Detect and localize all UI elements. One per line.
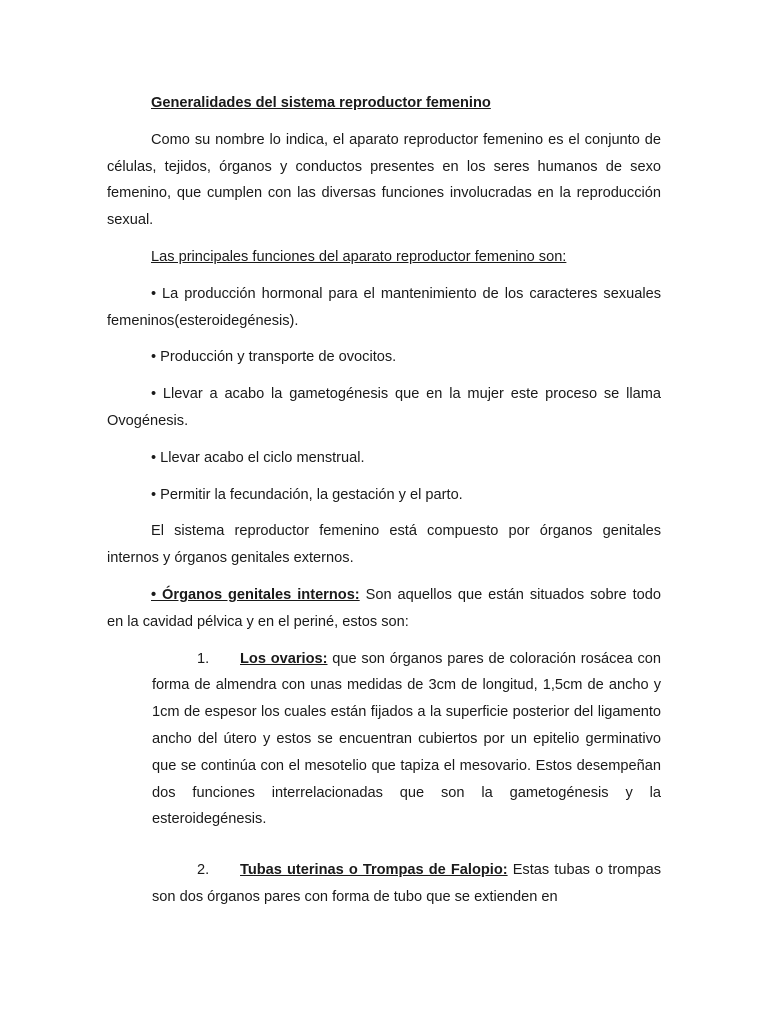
organ-description: que son órganos pares de coloración rosácea con forma de almendra con unas medidas de 3cm de longitud, 1,5cm de ancho y 1cm de espesor los cuales están fijados a la superficie posterior del ligamento ancho del útero y estos se encuentran cubiertos por un epitelio germinativo que se continúa con el mesotelio que tapiza el mesovario. Estos desempeñan dos funciones interrelacionadas que son la gametogénesis y la esteroidegénesis. [152,650,661,828]
composition-paragraph: El sistema reproductor femenino está compuesto por órganos genitales internos y órganos genitales externos. [107,523,661,567]
function-item: • Permitir la fecundación, la gestación y el parto. [151,486,463,503]
intro-paragraph: Como su nombre lo indica, el aparato reproductor femenino es el conjunto de células, tejidos, órganos y conductos presentes en los seres humanos de sexo femenino, que cumplen con las diversas funciones involucradas en la reproducción sexual. [107,131,661,229]
internal-organs-paragraph [107,582,661,636]
organ-description: Estas tubas o trompas son dos órganos pares con forma de tubo que se extienden en [152,862,661,905]
organ-item-ovaries [152,646,661,834]
organ-item-fallopian-tubes [152,857,661,911]
organ-name: Tubas uterinas o Trompas de Falopio: [240,862,508,879]
functions-heading-text: Las principales funciones del aparato reproductor femenino son: [151,248,567,265]
organ-name: Los ovarios: [240,650,328,667]
organ-number: 1. [197,650,210,667]
functions-heading [107,244,661,271]
document-body [107,90,661,935]
function-item: • La producción hormonal para el mantenimiento de los caracteres sexuales femeninos(esteroidegénesis). [107,285,661,329]
organ-number: 2. [197,862,210,879]
internal-organs-label: • Órganos genitales internos: [151,586,360,603]
internal-organs-text: Son aquellos que están situados sobre todo en la cavidad pélvica y en el periné, estos son: [107,586,661,630]
function-item: • Llevar acabo el ciclo menstrual. [151,449,365,466]
document-title: Generalidades del sistema reproductor femenino [151,95,491,111]
function-item: • Llevar a acabo la gametogénesis que en la mujer este proceso se llama Ovogénesis. [107,386,661,429]
function-item: • Producción y transporte de ovocitos. [151,349,397,366]
organ-list [152,646,661,911]
